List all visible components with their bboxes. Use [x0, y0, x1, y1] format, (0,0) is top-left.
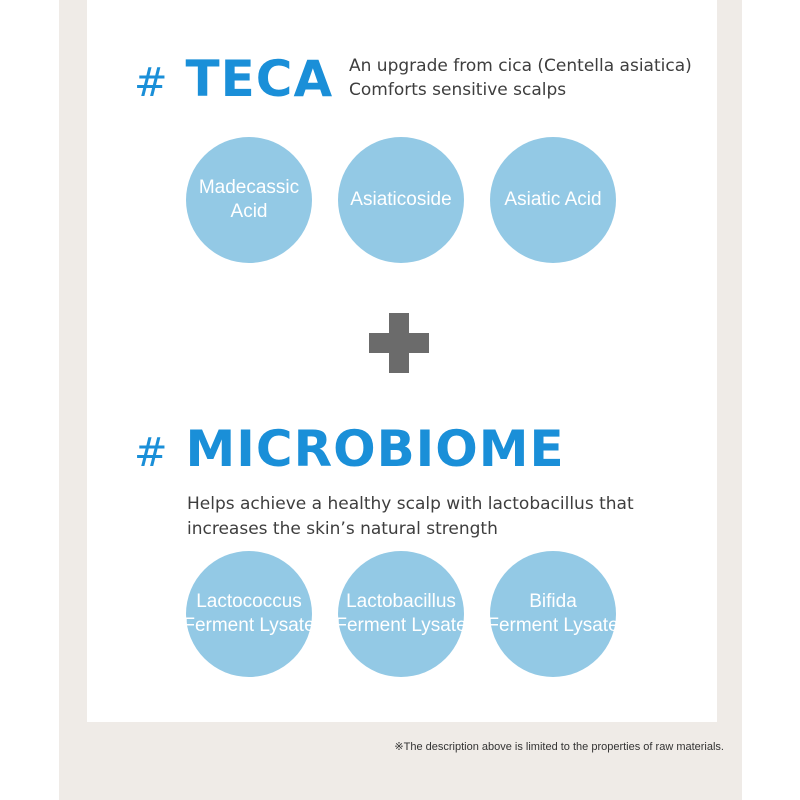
plus-icon-vertical-bar [389, 313, 409, 373]
ingredient-label: Bifida [529, 591, 577, 612]
ingredient-circle-lactococcus-ferment-lysate [183, 551, 315, 677]
teca-description-line: An upgrade from cica (Centella asiatica) [349, 56, 692, 76]
ingredient-circle-madecassic-acid [186, 137, 312, 263]
teca-description [349, 54, 692, 102]
ingredient-label: Acid [230, 201, 268, 222]
ingredient-label: Ferment Lysate [335, 615, 467, 636]
ingredient-label: Madecassic [198, 177, 300, 198]
ingredient-circle-lactobacillus-ferment-lysate [335, 551, 467, 677]
ingredient-circle-asiatic-acid [490, 137, 616, 263]
microbiome-description-line: increases the skin’s natural strength [187, 519, 498, 539]
teca-title: TECA [185, 50, 334, 108]
microbiome-description-line: Helps achieve a healthy scalp with lactobacillus that [187, 494, 634, 514]
plus-icon [369, 313, 429, 373]
ingredient-label: Lactococcus [196, 591, 302, 612]
footnote: ※The description above is limited to the properties of raw materials. [394, 741, 724, 753]
microbiome-hash: # [134, 430, 168, 476]
ingredient-label: Ferment Lysate [487, 615, 619, 636]
teca-description-line: Comforts sensitive scalps [349, 80, 567, 100]
ingredient-label: Asiaticoside [350, 189, 452, 210]
teca-hash: # [134, 60, 168, 106]
ingredient-circle-bifida-ferment-lysate [487, 551, 619, 677]
microbiome-heading [134, 420, 565, 478]
microbiome-description [187, 492, 634, 542]
teca-heading [134, 50, 333, 108]
microbiome-title: MICROBIOME [185, 420, 565, 478]
ingredient-label: Ferment Lysate [183, 615, 315, 636]
ingredient-label: Lactobacillus [346, 591, 456, 612]
ingredient-label: Asiatic Acid [504, 189, 602, 210]
ingredient-circle-asiaticoside [338, 137, 464, 263]
